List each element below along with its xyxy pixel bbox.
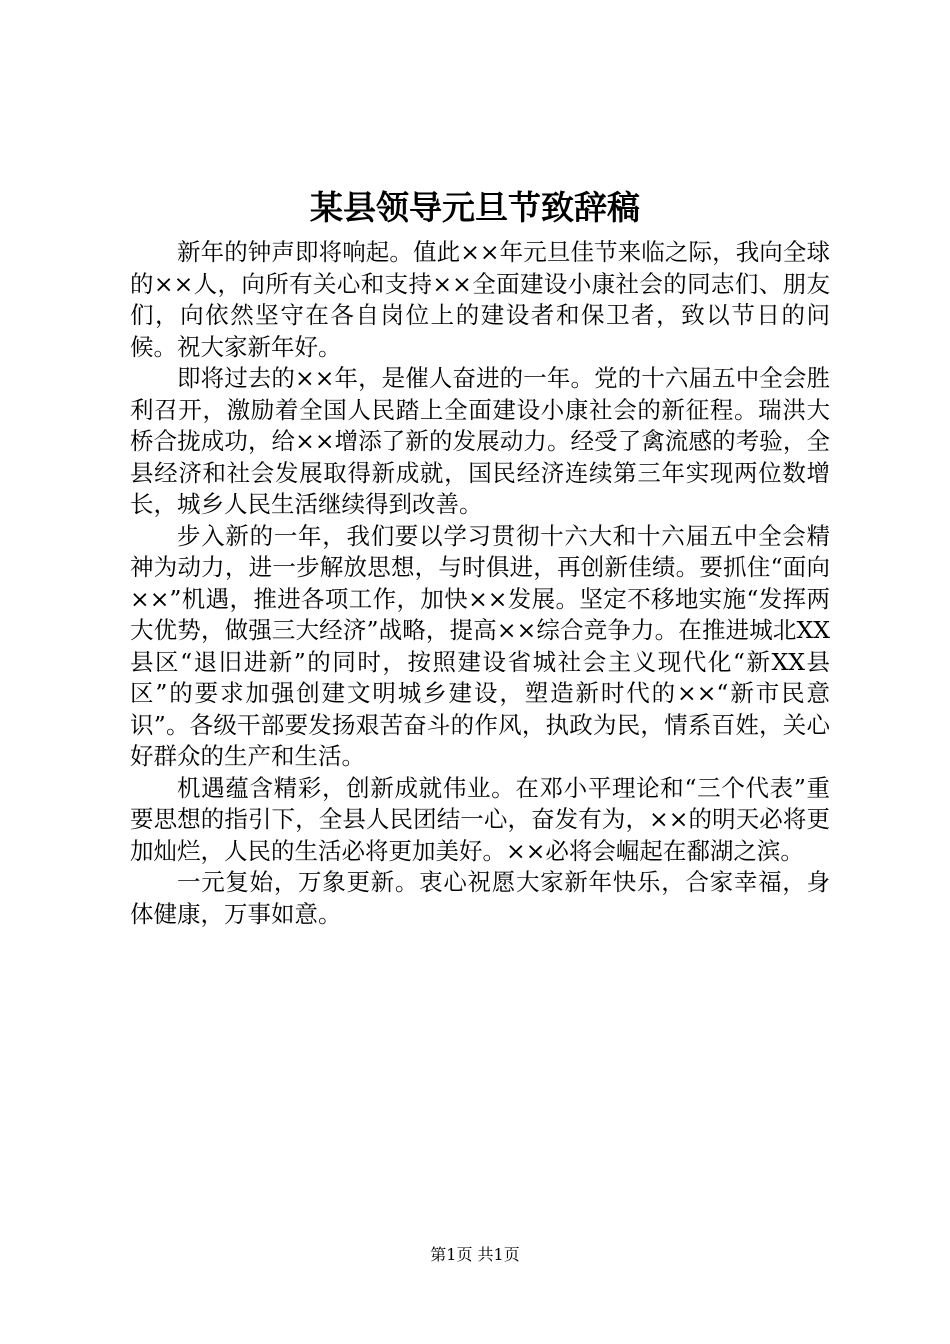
paragraph-5: 一元复始，万象更新。衷心祝愿大家新年快乐，合家幸福，身体健康，万事如意。 <box>130 868 830 928</box>
paragraph-4: 机遇蕴含精彩，创新成就伟业。在邓小平理论和“三个代表”重要思想的指引下，全县人民团结一心，奋发有为，××的明天必将更加灿烂，人民的生活必将更加美好。××必将会崛起在鄱湖之滨。 <box>130 773 830 865</box>
paragraph-2: 即将过去的××年，是催人奋进的一年。党的十六届五中全会胜利召开，激励着全国人民踏上全面建设小康社会的新征程。瑞洪大桥合拢成功，给××增添了新的发展动力。经受了禽流感的考验，全县经济和社会发展取得新成就，国民经济连续第三年实现两位数增长，城乡人民生活继续得到改善。 <box>130 364 830 518</box>
document-body <box>130 237 830 930</box>
paragraph-1: 新年的钟声即将响起。值此××年元旦佳节来临之际，我向全球的××人，向所有关心和支持××全面建设小康社会的同志们、朋友们，向依然坚守在各自岗位上的建设者和保卫者，致以节日的问候。祝大家新年好。 <box>130 238 830 361</box>
paragraph-3: 步入新的一年，我们要以学习贯彻十六大和十六届五中全会精神为动力，进一步解放思想，与时俱进，再创新佳绩。要抓住“面向××”机遇，推进各项工作，加快××发展。坚定不移地实施“发挥两大优势，做强三大经济”战略，提高××综合竞争力。在推进城北XX县区“退旧进新”的同时，按照建设省城社会主义现代化“新XX县区”的要求加强创建文明城乡建设，塑造新时代的××“新市民意识”。各级干部要发扬艰苦奋斗的作风，执政为民，情系百姓，关心好群众的生产和生活。 <box>130 521 830 770</box>
document-title: 某县领导元旦节致辞稿 <box>310 188 640 227</box>
page-number-footer: 第1页 共1页 <box>430 1245 520 1264</box>
